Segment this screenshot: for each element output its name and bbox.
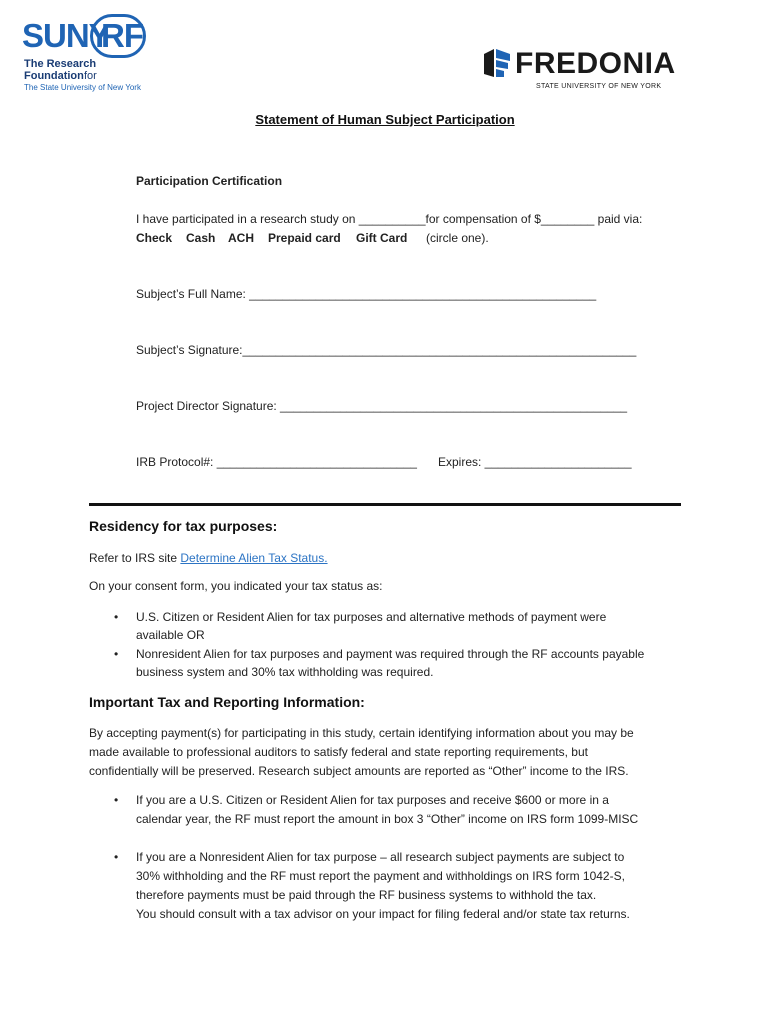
payment-option-check: Check [136,231,173,245]
tax-paragraph-line-3: confidentially will be preserved. Research subject amounts are reported as “Other” income to the IRS. [89,764,629,778]
tax-paragraph-line-2: made available to professional auditors to satisfy federal and state reporting requirements, but [89,745,588,759]
payment-option-prepaid-card: Prepaid card [268,231,341,245]
tax-paragraph-line-1: By accepting payment(s) for participating in this study, certain identifying information about you may be [89,726,634,740]
expires-field: Expires: ______________________ [438,455,632,469]
rf-line-3: The State University of New York [24,83,141,92]
determine-alien-tax-status-link[interactable]: Determine Alien Tax Status. [180,551,328,565]
tax-bullet-2-line-1: If you are a Nonresident Alien for tax purpose – all research subject payments are subject to [136,850,625,864]
circle-one-note: (circle one). [426,231,489,245]
payment-option-cash: Cash [186,231,216,245]
suny-logo-text: SUNY [22,17,110,54]
residency-heading: Residency for tax purposes: [89,518,278,534]
residency-bullet-2-line-1: Nonresident Alien for tax purposes and payment was required through the RF accounts payable [136,647,645,661]
tax-bullet-2-line-2: 30% withholding and the RF must report the payment and withholdings on IRS form 1042-S, [136,869,625,883]
bullet-icon: • [114,850,119,864]
fredonia-mark-icon [482,48,512,78]
subject-signature-field: Subject’s Signature:___________________________________________________________ [136,343,637,357]
payment-option-ach: ACH [228,231,254,245]
certification-line: I have participated in a research study on __________for compensation of $________ paid via: [136,212,643,226]
certification-heading: Participation Certification [136,174,283,188]
director-signature-field: Project Director Signature: ____________________________________________________ [136,399,628,413]
tax-bullet-2-line-3: therefore payments must be paid through the RF business systems to withhold the tax. [136,888,597,902]
residency-bullet-1-line-2: available OR [136,628,205,642]
fredonia-logo [482,46,682,96]
rf-logo-text: RF [101,17,143,54]
consent-line: On your consent form, you indicated your tax status as: [89,579,383,593]
full-name-field: Subject’s Full Name: ____________________________________________________ [136,287,597,301]
tax-bullet-1-line-1: If you are a U.S. Citizen or Resident Alien for tax purposes and receive $600 or more in a [136,793,609,807]
residency-bullet-2-line-2: business system and 30% tax withholding was required. [136,665,434,679]
tax-bullet-1-line-2: calendar year, the RF must report the amount in box 3 “Other” income on IRS form 1099-MISC [136,812,639,826]
rf-for: for [84,70,97,82]
rf-line-1: The Research [24,58,97,70]
suny-rf-logo [22,14,167,94]
bullet-icon: • [114,610,119,624]
document-title: Statement of Human Subject Participation [255,112,515,127]
section-divider [89,503,681,506]
residency-bullet-1-line-1: U.S. Citizen or Resident Alien for tax purposes and alternative methods of payment were [136,610,607,624]
tax-bullet-2-line-4: You should consult with a tax advisor on your impact for filing federal and/or state tax returns. [136,907,630,921]
rf-line-2: Foundation [24,70,84,82]
fredonia-logo-text: FREDONIA [515,47,676,80]
irb-protocol-field: IRB Protocol#: ______________________________ [136,455,417,469]
bullet-icon: • [114,647,119,661]
irs-refer-prefix: Refer to IRS site [89,551,181,565]
tax-info-heading: Important Tax and Reporting Information: [89,694,365,710]
bullet-icon: • [114,793,119,807]
payment-option-gift-card: Gift Card [356,231,408,245]
fredonia-subtitle: STATE UNIVERSITY OF NEW YORK [536,83,662,90]
irs-refer-line [89,549,328,567]
